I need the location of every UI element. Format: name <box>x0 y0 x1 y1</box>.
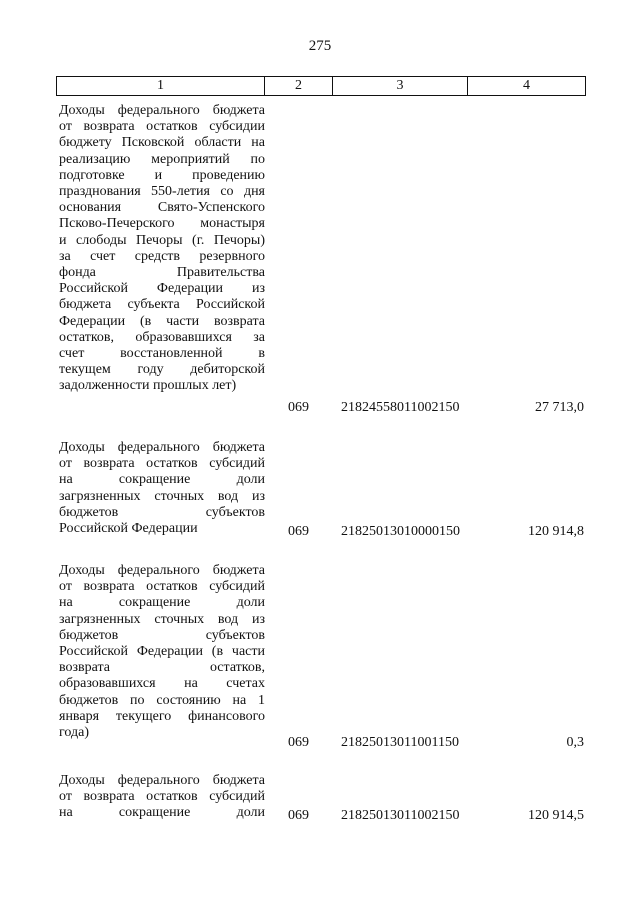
description-line: бюджетов субъектов <box>59 627 265 643</box>
description-line: Российской Федерации (в части <box>59 644 265 660</box>
budget-classification-code: 21825013011002150 <box>341 808 460 823</box>
description-line: основания Свято-Успенского <box>59 200 265 216</box>
description-line: на сокращение доли <box>59 805 265 821</box>
description-line: Доходы федерального бюджета <box>59 103 265 118</box>
header-col-2: 2 <box>265 77 333 95</box>
description-line: счет восстановленной в <box>59 346 265 362</box>
budget-classification-code: 21825013011001150 <box>341 735 459 750</box>
budget-classification-code: 21825013010000150 <box>341 524 460 539</box>
description-line: загрязненных сточных вод из <box>59 611 265 627</box>
admin-code: 069 <box>288 524 309 539</box>
amount: 120 914,5 <box>528 808 584 823</box>
table-row <box>56 773 586 824</box>
description-line: загрязненных сточных вод из <box>59 488 265 504</box>
header-col-4: 4 <box>523 78 530 93</box>
row-description <box>59 440 265 537</box>
description-line: бюджетов по состоянию на 1 <box>59 692 265 708</box>
table-row <box>56 563 586 751</box>
row-description <box>59 563 265 741</box>
description-line: бюджету Псковской области на <box>59 135 265 151</box>
description-line: и слободы Печоры (г. Печоры) <box>59 232 265 248</box>
row-description <box>59 773 265 822</box>
description-line: Доходы федерального бюджета <box>59 563 265 578</box>
header-col-1: 1 <box>57 77 265 95</box>
description-line: остатков, образовавшихся за <box>59 329 265 345</box>
description-line: января текущего финансового <box>59 708 265 724</box>
description-line: Доходы федерального бюджета <box>59 773 265 788</box>
description-line: на сокращение доли <box>59 595 265 611</box>
description-line: за счет средств резервного <box>59 248 265 264</box>
header-col-3: 3 <box>333 77 468 95</box>
amount: 120 914,8 <box>528 524 584 539</box>
description-line: текущем году дебиторской <box>59 362 265 378</box>
description-line: подготовке и проведению <box>59 167 265 183</box>
description-line: на сокращение доли <box>59 472 265 488</box>
description-line: бюджетов субъектов <box>59 504 265 520</box>
description-line: Российской Федерации <box>59 521 198 537</box>
admin-code: 069 <box>288 808 309 823</box>
admin-code: 069 <box>288 400 309 415</box>
budget-classification-code: 21824558011002150 <box>341 400 460 415</box>
table-row <box>56 440 586 540</box>
row-description <box>59 103 265 395</box>
description-line: Федерации (в части возврата <box>59 313 265 329</box>
table-header <box>56 76 586 96</box>
description-line: задолженности прошлых лет) <box>59 378 237 394</box>
description-line: реализацию мероприятий по <box>59 151 265 167</box>
description-line: от возврата остатков субсидии <box>59 119 265 135</box>
description-line: года) <box>59 725 89 741</box>
description-line: Псково-Печерского монастыря <box>59 216 265 232</box>
description-line: от возврата остатков субсидий <box>59 579 265 595</box>
admin-code: 069 <box>288 735 309 750</box>
description-line: образовавшихся на счетах <box>59 676 265 692</box>
description-line: от возврата остатков субсидий <box>59 456 265 472</box>
description-line: Российской Федерации из <box>59 281 265 297</box>
description-line: празднования 550-летия со дня <box>59 184 265 200</box>
description-line: возврата остатков, <box>59 660 265 676</box>
description-line: от возврата остатков субсидий <box>59 789 265 805</box>
description-line: Доходы федерального бюджета <box>59 440 265 455</box>
description-line: бюджета субъекта Российской <box>59 297 265 313</box>
table-row <box>56 103 586 416</box>
page-number: 275 <box>308 38 332 54</box>
amount: 0,3 <box>566 735 584 750</box>
description-line: фонда Правительства <box>59 265 265 281</box>
amount: 27 713,0 <box>535 400 584 415</box>
